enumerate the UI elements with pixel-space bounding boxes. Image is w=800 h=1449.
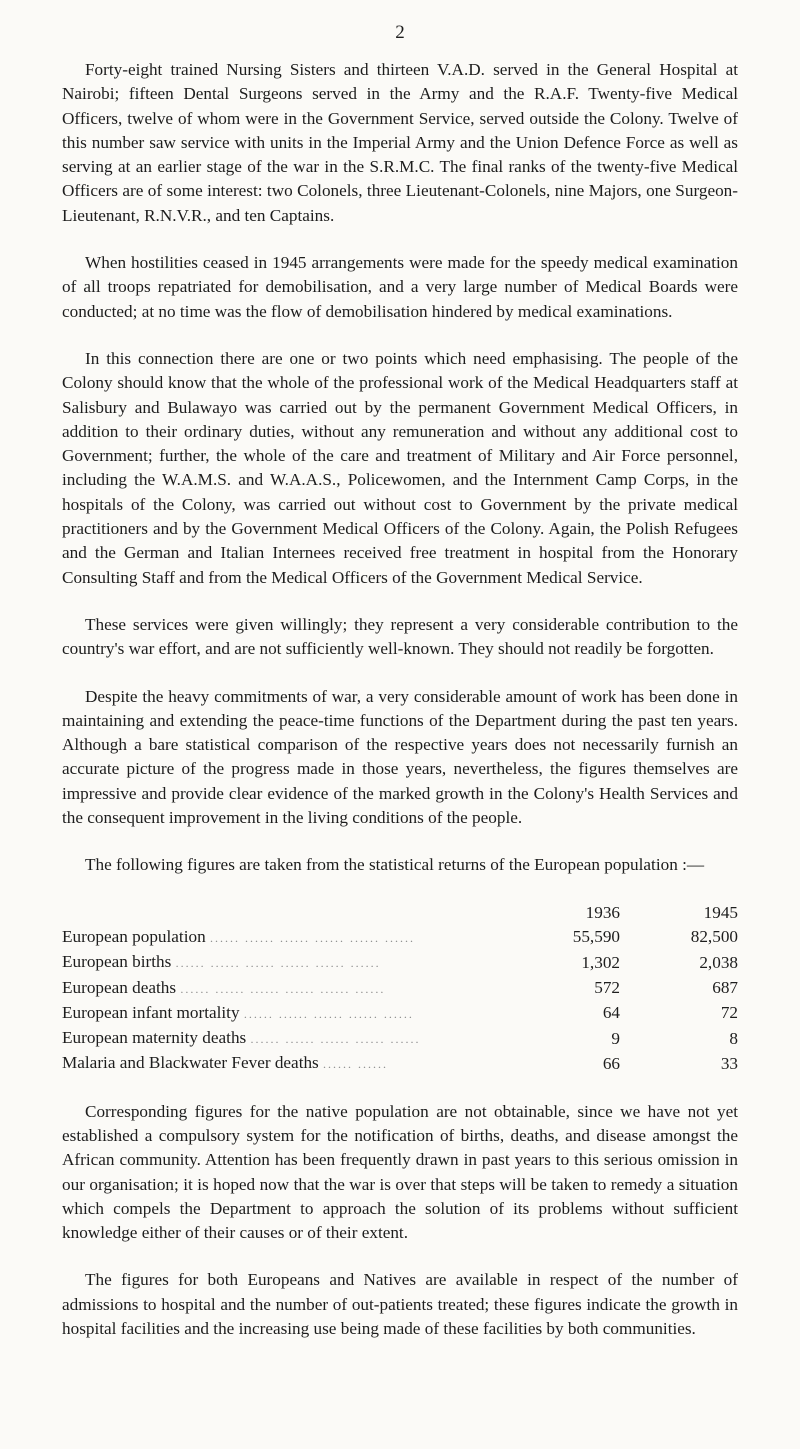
row-label: European population (62, 926, 206, 946)
cell-1945: 687 (712, 978, 738, 997)
paragraph-native-figures: Corresponding figures for the native population are not obtainable, since we have not yet established a compulsory system for the notification of births, deaths, and disease amongst the African community. Attention has been frequently drawn in past years to this serious omission in our organisation; it is hoped now that the war is over that steps will be taken to remedy a situation which compels the Department to approach the solution of its problems without sufficient knowledge either of their causes or of their extent. (62, 1101, 738, 1243)
page-number: 2 (395, 22, 405, 43)
row-label: European maternity deaths (62, 1028, 247, 1048)
row-label: European births (62, 952, 172, 972)
row-label: European deaths (62, 977, 177, 997)
statistics-table (62, 901, 738, 1077)
paragraph-points-emphasis: In this connection there are one or two points which need emphasising. The people of the Colony should know that the whole of the professional work of the Medical Headquarters staff at Salisbury and Bulawayo was carried out by the permanent Government Medical Officers, in addition to their ordinary duties, without any remuneration and without any additional cost to Government; further, the whole of the care and treatment of Military and Air Force personnel, including the W.A.M.S. and W.A.A.S., Policewomen, and the Internment Camp Corps, in the hospitals of the Colony, was carried out without cost to Government by the private medical practitioners and by the Government Medical Officers of the Colony. Again, the Polish Refugees and the German and Italian Internees received free treatment in hospital from the Honorary Consulting Staff and from the Medical Officers of the Government Medical Service. (62, 348, 738, 587)
row-label: Malaria and Blackwater Fever deaths (62, 1053, 319, 1073)
cell-1945: 72 (720, 1003, 738, 1023)
column-header-1945: 1945 (703, 902, 738, 922)
column-header-1936: 1936 (585, 902, 620, 922)
row-label: European infant mortality (62, 1002, 240, 1022)
table-row: European births ...... ...... ...... ...... ...... ...... 1,302 2,038 (62, 950, 738, 975)
paragraph-services-given: These services were given willingly; they represent a very considerable contribution to the country's war effort, and are not sufficiently well-known. They should not readily be forgotten. (62, 614, 738, 659)
cell-1936: 55,590 (572, 927, 620, 947)
paragraph-demobilisation: When hostilities ceased in 1945 arrangements were made for the speedy medical examination of all troops repatriated for demobilisation, and a very large number of Medical Boards were conducted; at no time was the flow of demobilisation hindered by medical examinations. (62, 253, 738, 321)
table-row: European maternity deaths ...... ...... ...... ...... ...... 9 8 (62, 1026, 738, 1051)
paragraph-war-service: Forty-eight trained Nursing Sisters and thirteen V.A.D. served in the General Hospital at Nairobi; fifteen Dental Surgeons served in the Army and the R.A.F. Twenty-five Medical Officers, twelve of whom were in the Government Service, served outside the Colony. Twelve of this number saw service with units in the Imperial Army and the Union Defence Force as well as serving at an earlier stage of the war in the S.R.M.C. The final ranks of the twenty-five Medical Officers are of some interest: two Colonels, three Lieutenant-Colonels, nine Majors, one Surgeon-Lieutenant, R.N.V.R., and ten Captains. (62, 60, 738, 225)
table-row: Malaria and Blackwater Fever deaths ...... ...... 66 33 (62, 1051, 738, 1076)
cell-1936: 9 (611, 1028, 620, 1048)
cell-1945: 33 (720, 1053, 738, 1073)
cell-1936: 64 (602, 1003, 620, 1023)
page-body (62, 58, 738, 1364)
table-row: European population ...... ...... ...... ...... ...... ...... 55,590 82,500 (62, 925, 738, 950)
table-header-row (62, 901, 738, 925)
table-intro: The following figures are taken from the statistical returns of the European population :— (85, 855, 705, 875)
table-row: European infant mortality ...... ...... ...... ...... ...... 64 72 (62, 1001, 738, 1026)
cell-1945: 8 (729, 1028, 738, 1048)
cell-1936: 572 (594, 978, 620, 997)
cell-1936: 1,302 (581, 952, 620, 972)
cell-1936: 66 (602, 1053, 620, 1073)
table-row: European deaths ...... ...... ...... ...... ...... ...... 572 687 (62, 976, 738, 1001)
cell-1945: 82,500 (690, 927, 738, 947)
cell-1945: 2,038 (699, 952, 738, 972)
paragraph-department-progress: Despite the heavy commitments of war, a very considerable amount of work has been done in maintaining and extending the peace-time functions of the Department during the past ten years. Although a bare statistical comparison of the respective years does not necessarily furnish an accurate picture of the progress made in those years, nevertheless, the figures themselves are impressive and provide clear evidence of the marked growth in the Colony's Health Services and the consequent improvement in the living conditions of the people. (62, 686, 738, 828)
paragraph-hospital-admissions: The figures for both Europeans and Natives are available in respect of the number of admissions to hospital and the number of out-patients treated; these figures indicate the growth in hospital facilities and the increasing use being made of these facilities by both communities. (62, 1270, 738, 1339)
